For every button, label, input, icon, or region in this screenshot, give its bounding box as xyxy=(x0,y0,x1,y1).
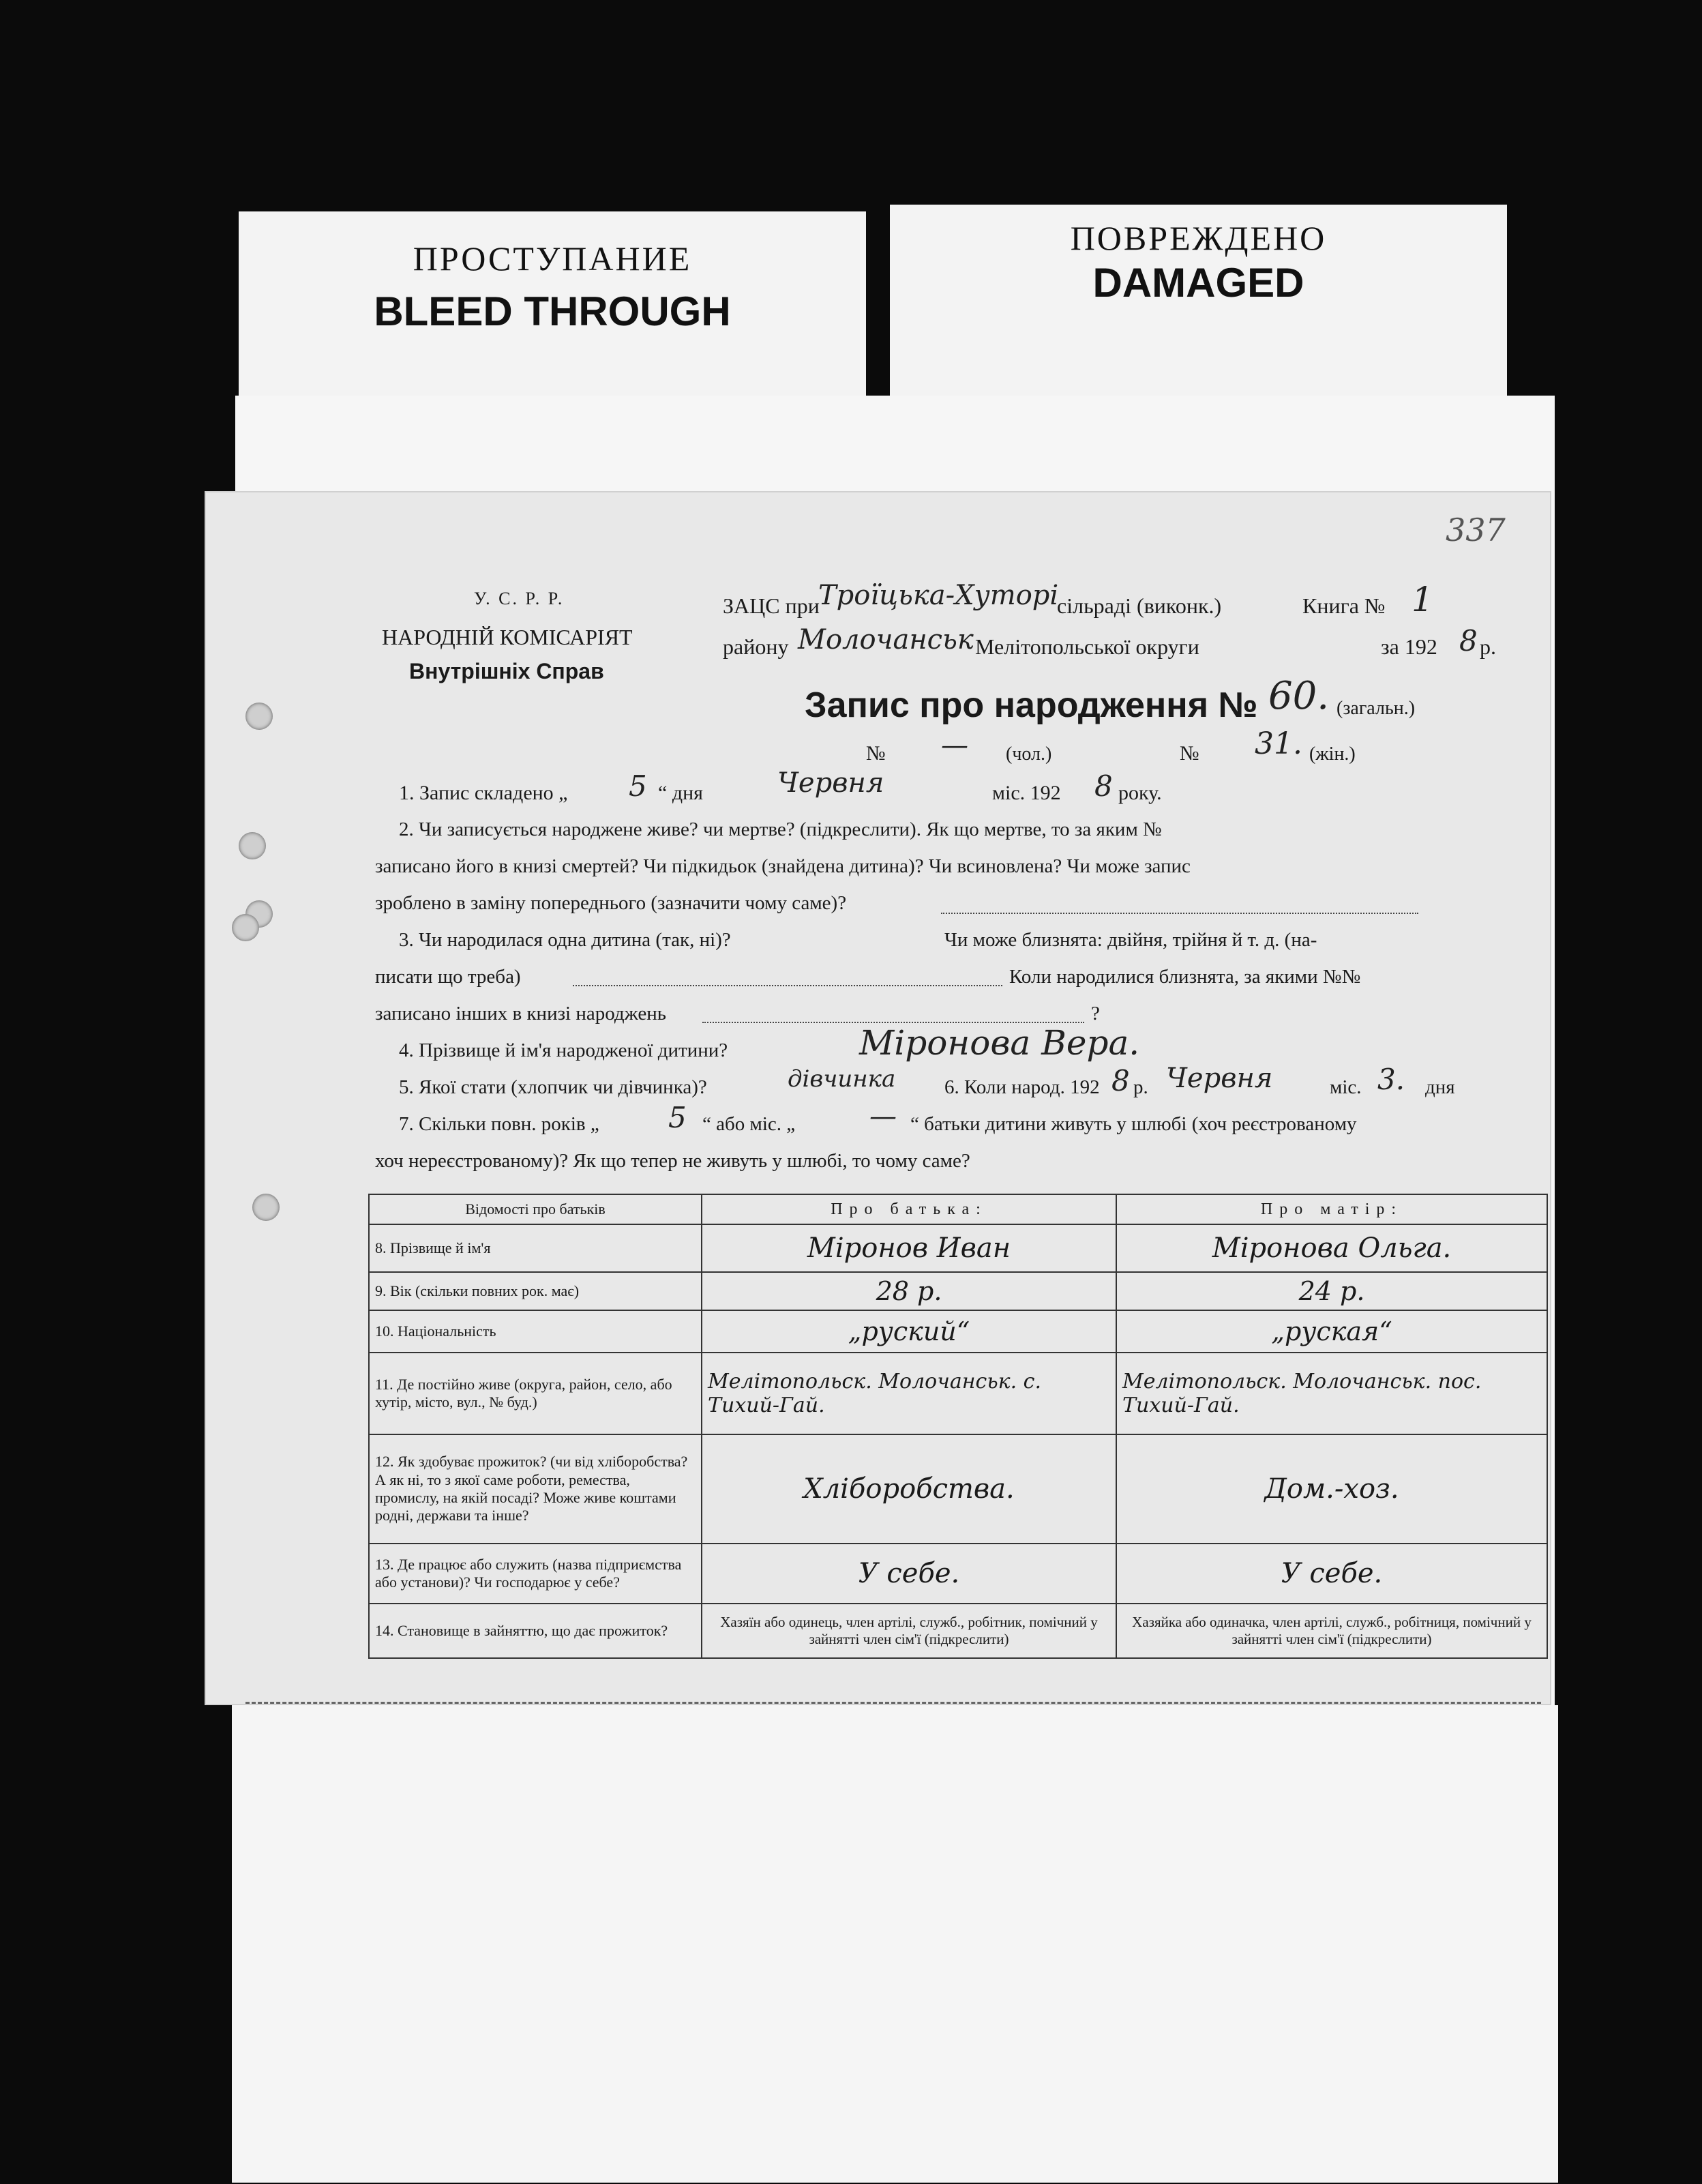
damaged-label-en: DAMAGED xyxy=(1092,260,1304,306)
q1-text-b: “ дня xyxy=(658,782,703,804)
q7-months-handwritten: — xyxy=(869,1101,897,1132)
bleed-through-label-ru: ПРОСТУПАНИЕ xyxy=(413,239,692,278)
punch-hole xyxy=(245,703,273,730)
father-employment-status: Хазяїн або одинець, член артілі, служб., робітник, помічний у зайнятті член сім'ї (підкреслити) xyxy=(702,1604,1116,1658)
q6-day-handwritten: 3. xyxy=(1377,1063,1405,1096)
father-workplace-handwritten: У себе. xyxy=(702,1544,1116,1604)
table-row xyxy=(369,1544,1547,1604)
q5-sex-handwritten: дівчинка xyxy=(788,1065,896,1093)
parents-table xyxy=(368,1194,1548,1659)
record-title: Запис про народження № xyxy=(805,685,1258,725)
female-number-suffix: (жін.) xyxy=(1309,743,1356,765)
district-handwritten: Молочанськ xyxy=(798,624,974,655)
district-label: району xyxy=(723,634,789,659)
book-number-handwritten: 1 xyxy=(1412,580,1433,619)
row-label: 14. Становище в зайняттю, що дає прожиток? xyxy=(369,1604,702,1658)
table-header-row xyxy=(369,1194,1547,1224)
commissariat-label: НАРОДНІЙ КОМІСАРІЯТ xyxy=(382,625,633,649)
row-label: 13. Де працює або служить (назва підприємства або установи)? Чи господарює у себе? xyxy=(369,1544,702,1604)
q7-line2: хоч нереєстрованому)? Як що тепер не живуть у шлюбі, то чому саме? xyxy=(375,1150,970,1172)
damaged-card xyxy=(890,205,1507,402)
q3-line3-question: ? xyxy=(1091,1003,1100,1024)
record-number-handwritten: 60. xyxy=(1268,674,1330,718)
row-label: 8. Прізвище й ім'я xyxy=(369,1224,702,1272)
q1-text-d: року. xyxy=(1118,782,1162,804)
punch-hole xyxy=(252,1194,280,1221)
q2-dotted-line xyxy=(941,913,1418,914)
q6-text-c: міс. xyxy=(1330,1076,1362,1098)
q3-line2b: Коли народилися близнята, за якими №№ xyxy=(1009,966,1361,988)
q6-text-d: дня xyxy=(1425,1076,1455,1098)
q6-text-a: 6. Коли народ. 192 xyxy=(944,1076,1100,1098)
q6-text-b: р. xyxy=(1133,1076,1148,1098)
mother-workplace-handwritten: У себе. xyxy=(1116,1544,1547,1604)
bleed-through-label-en: BLEED THROUGH xyxy=(374,289,731,334)
record-general-label: (загальн.) xyxy=(1337,698,1416,719)
punch-hole xyxy=(239,832,266,859)
female-number-label: № xyxy=(1180,742,1199,765)
mother-residence-handwritten: Мелітопольск. Молочанськ. пос. Тихий-Гай. xyxy=(1116,1353,1547,1434)
internal-affairs-label: Внутрішніх Справ xyxy=(409,659,604,683)
zags-suffix: сільраді (виконк.) xyxy=(1057,593,1222,618)
q1-month-handwritten: Червня xyxy=(777,767,884,799)
q1-year-handwritten: 8 xyxy=(1094,769,1113,803)
bleed-through-card xyxy=(239,211,866,402)
mother-occupation-handwritten: Дом.-хоз. xyxy=(1116,1434,1547,1544)
q7-text-a: 7. Скільки повн. років „ xyxy=(399,1113,599,1135)
table-header-father: Про батька: xyxy=(702,1194,1116,1224)
zags-village-handwritten: Троїцька-Хуторі xyxy=(818,580,1059,611)
q7-years-handwritten: 5 xyxy=(668,1101,687,1134)
q1-text-c: міс. 192 xyxy=(992,782,1061,804)
father-name-handwritten: Міронов Иван xyxy=(702,1224,1116,1272)
q4-child-name-handwritten: Міронова Вера. xyxy=(859,1023,1140,1063)
archive-number: 337 xyxy=(1446,512,1506,548)
perforation-line xyxy=(245,1702,1541,1704)
female-number-handwritten: 31. xyxy=(1255,726,1302,761)
q1-text-a: 1. Запис складено „ xyxy=(399,782,568,804)
q3-line1: 3. Чи народилася одна дитина (так, ні)? xyxy=(399,929,731,951)
q7-text-b: “ або міс. „ xyxy=(702,1113,796,1135)
mother-employment-status: Хазяйка або одиначка, член артілі, служб., робітниця, помічний у зайнятті член сім'ї (підкреслити) xyxy=(1116,1604,1547,1658)
row-label: 10. Національність xyxy=(369,1310,702,1353)
table-header-info: Відомості про батьків xyxy=(369,1194,702,1224)
father-residence-handwritten: Мелітопольск. Молочанськ. с. Тихий-Гай. xyxy=(702,1353,1116,1434)
mother-age-handwritten: 24 р. xyxy=(1116,1272,1547,1310)
male-number-suffix: (чол.) xyxy=(1006,743,1052,765)
usrr-label: У. С. Р. Р. xyxy=(474,589,565,608)
table-header-mother: Про матір: xyxy=(1116,1194,1547,1224)
q2-line3: зроблено в заміну попереднього (зазначити чому саме)? xyxy=(375,892,847,914)
table-row xyxy=(369,1272,1547,1310)
male-number-label: № xyxy=(866,742,886,765)
father-age-handwritten: 28 р. xyxy=(702,1272,1116,1310)
q3-line3: записано інших в книзі народжень xyxy=(375,1003,666,1024)
row-label: 12. Як здобуває прожиток? (чи від хліборобства? А як ні, то з якої саме роботи, ремества, промислу, на якій посаді? Може живе коштами родні, держави та інше? xyxy=(369,1434,702,1544)
table-row xyxy=(369,1310,1547,1353)
q6-year-handwritten: 8 xyxy=(1111,1064,1130,1097)
mother-name-handwritten: Міронова Ольга. xyxy=(1116,1224,1547,1272)
q2-line2: записано його в книзі смертей? Чи підкидьок (знайдена дитина)? Чи всиновлена? Чи може запис xyxy=(375,855,1191,877)
q1-day-handwritten: 5 xyxy=(629,769,647,803)
male-number-handwritten: — xyxy=(941,730,968,761)
father-nationality-handwritten: „руский“ xyxy=(702,1310,1116,1353)
mother-nationality-handwritten: „руская“ xyxy=(1116,1310,1547,1353)
birth-record-form xyxy=(205,491,1551,1705)
table-row xyxy=(369,1434,1547,1544)
q2-line1: 2. Чи записується народжене живе? чи мертве? (підкреслити). Як що мертве, то за яким № xyxy=(399,818,1162,840)
table-row xyxy=(369,1353,1547,1434)
damaged-label-ru: ПОВРЕЖДЕНО xyxy=(1070,219,1327,257)
row-label: 9. Вік (скільки повних рок. має) xyxy=(369,1272,702,1310)
q7-text-c: “ батьки дитини живуть у шлюбі (хоч реєстрованому xyxy=(910,1113,1357,1135)
father-occupation-handwritten: Хліборобства. xyxy=(702,1434,1116,1544)
punch-hole xyxy=(232,914,259,941)
year-suffix: р. xyxy=(1480,634,1496,659)
q3-line1b: Чи може близнята: двійня, трійня й т. д. (на- xyxy=(944,929,1317,951)
row-label: 11. Де постійно живе (округа, район, село, або хутір, місто, вул., № буд.) xyxy=(369,1353,702,1434)
book-label: Книга № xyxy=(1302,593,1386,618)
table-row xyxy=(369,1224,1547,1272)
q6-month-handwritten: Червня xyxy=(1166,1063,1273,1094)
zags-label: ЗАЦС при xyxy=(723,593,820,618)
q4-text: 4. Прізвище й ім'я народженої дитини? xyxy=(399,1039,728,1061)
q3-dotted-line xyxy=(573,985,1002,986)
q3-line2a: писати що треба) xyxy=(375,966,521,988)
q5-text: 5. Якої стати (хлопчик чи дівчинка)? xyxy=(399,1076,707,1098)
year-handwritten: 8 xyxy=(1459,624,1478,658)
lower-blank-sheet xyxy=(232,1705,1558,2183)
table-row xyxy=(369,1604,1547,1658)
district-okrug: Мелітопольської округи xyxy=(975,634,1199,659)
year-label: за 192 xyxy=(1381,634,1437,659)
